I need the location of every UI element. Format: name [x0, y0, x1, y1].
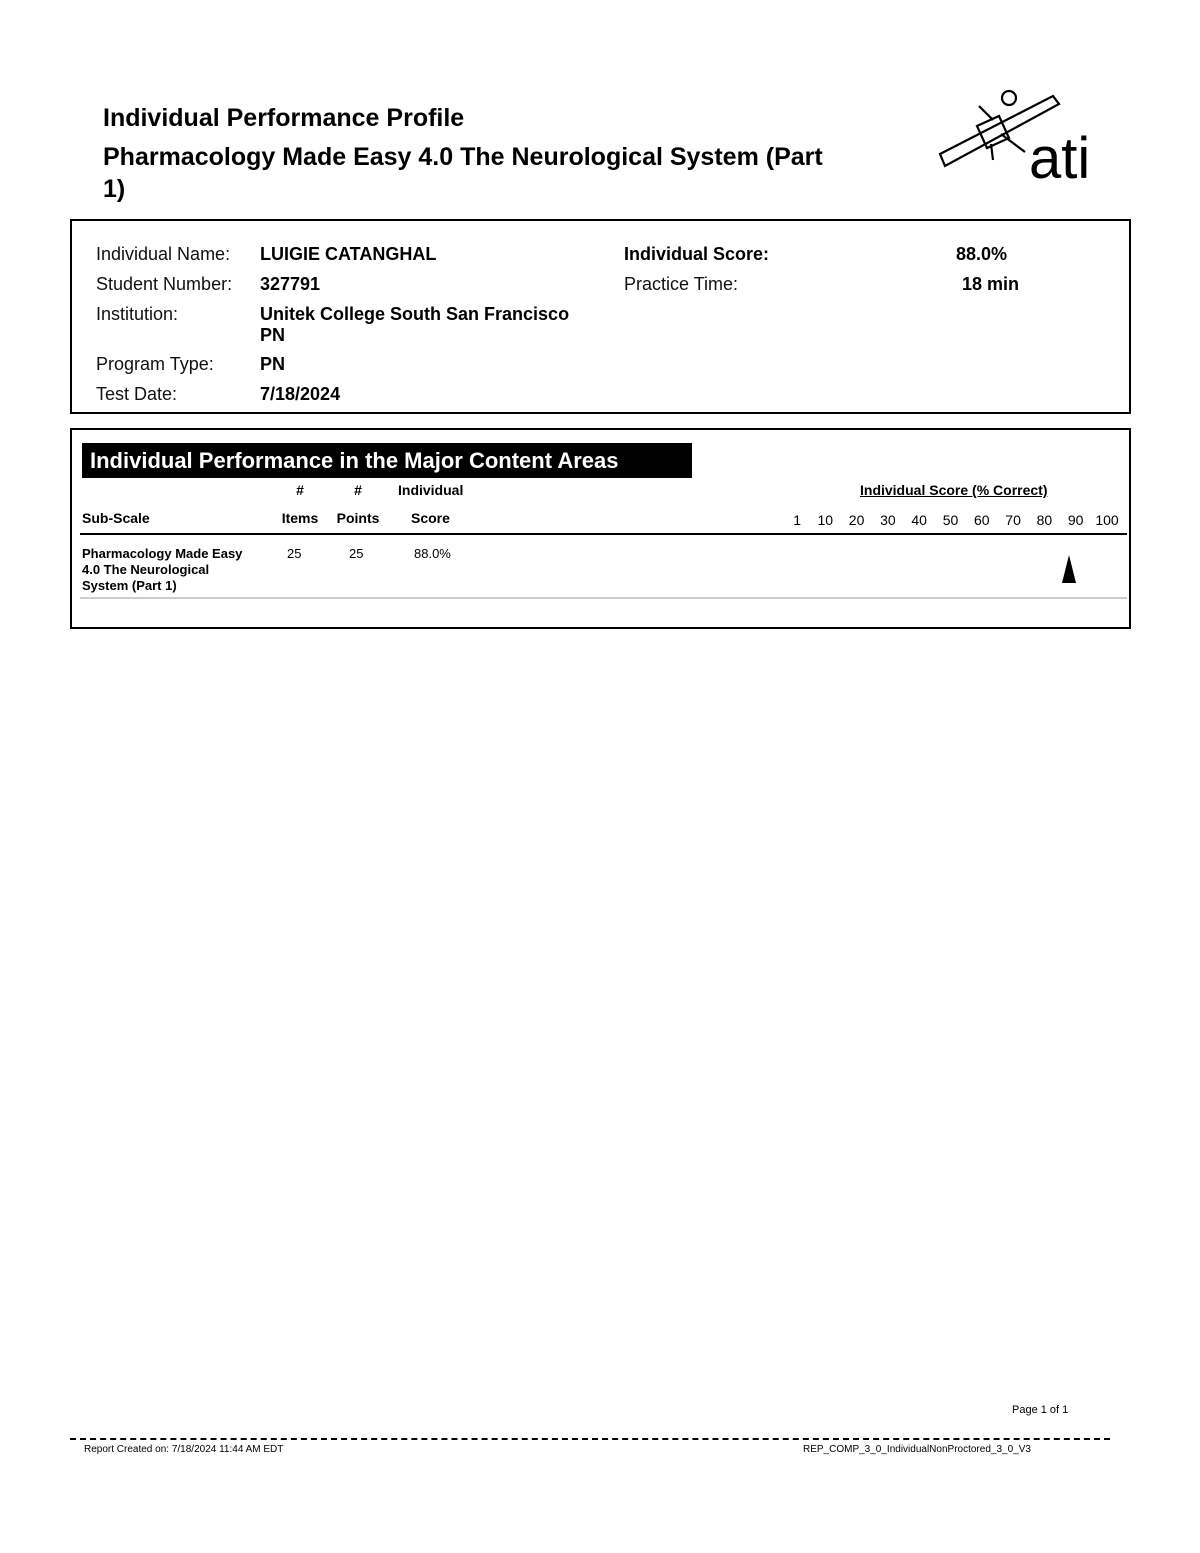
student-number-value: 327791: [260, 274, 321, 294]
row-rule: [80, 597, 1127, 599]
axis-tick-60: 60: [974, 512, 990, 528]
program-type-value: PN: [260, 354, 286, 374]
score-label: Individual Score:: [624, 244, 770, 264]
test-date-label: Test Date:: [96, 384, 178, 404]
axis-tick-90: 90: [1067, 512, 1084, 528]
points-header-bottom: Points: [336, 510, 380, 526]
score-marker-icon: [1062, 555, 1076, 585]
performance-box: [70, 428, 1131, 629]
practice-time-label: Practice Time:: [624, 274, 739, 294]
axis-tick-1: 1: [793, 512, 802, 528]
score-header-bottom: Score: [411, 510, 450, 526]
footer-divider: [70, 1438, 1110, 1440]
report-code: REP_COMP_3_0_IndividualNonProctored_3_0_V3: [803, 1444, 1031, 1455]
practice-time-value: 18 min: [962, 274, 1020, 294]
axis-tick-100: 100: [1095, 512, 1119, 528]
row-subscale-line1: Pharmacology Made Easy: [82, 546, 243, 561]
subscale-header: Sub-Scale: [82, 510, 150, 526]
ati-figure-icon: [935, 86, 1110, 186]
row-score: 88.0%: [414, 546, 451, 561]
axis-tick-50: 50: [942, 512, 959, 528]
items-header-bottom: Items: [281, 510, 319, 526]
page-number: Page 1 of 1: [1012, 1404, 1069, 1416]
row-items: 25: [287, 546, 302, 561]
row-subscale-line2: 4.0 The Neurological: [82, 562, 210, 577]
axis-tick-40: 40: [911, 512, 927, 528]
chart-header: Individual Score (% Correct): [860, 482, 1048, 498]
axis-tick-30: 30: [880, 512, 896, 528]
points-header-top: #: [354, 482, 362, 498]
axis-tick-70: 70: [1005, 512, 1021, 528]
score-header-top: Individual: [398, 482, 464, 498]
items-header-top: #: [296, 482, 304, 498]
score-value: 88.0%: [956, 244, 1008, 264]
report-title: Individual Performance Profile: [103, 104, 465, 132]
axis-tick-80: 80: [1036, 512, 1053, 528]
institution-value-line2: PN: [260, 325, 286, 345]
student-info-box: [70, 219, 1131, 414]
test-name-line2: 1): [103, 175, 126, 203]
row-subscale-line3: System (Part 1): [82, 578, 177, 593]
program-type-label: Program Type:: [96, 354, 214, 374]
row-points: 25: [349, 546, 364, 561]
report-created: Report Created on: 7/18/2024 11:44 AM EDT: [84, 1444, 284, 1455]
test-date-value: 7/18/2024: [260, 384, 341, 404]
institution-label: Institution:: [96, 304, 179, 324]
student-number-label: Student Number:: [96, 274, 233, 294]
ati-logo: [935, 86, 1110, 186]
name-value: LUIGIE CATANGHAL: [260, 244, 437, 264]
axis-tick-20: 20: [848, 512, 865, 528]
header-rule: [80, 533, 1127, 535]
axis-tick-10: 10: [817, 512, 834, 528]
institution-value-line1: Unitek College South San Francisco: [260, 304, 570, 324]
name-label: Individual Name:: [96, 244, 231, 264]
logo-text: ati: [1029, 126, 1091, 186]
test-name-line1: Pharmacology Made Easy 4.0 The Neurological System (Part: [103, 143, 823, 171]
section-title: Individual Performance in the Major Content Areas: [82, 443, 692, 478]
